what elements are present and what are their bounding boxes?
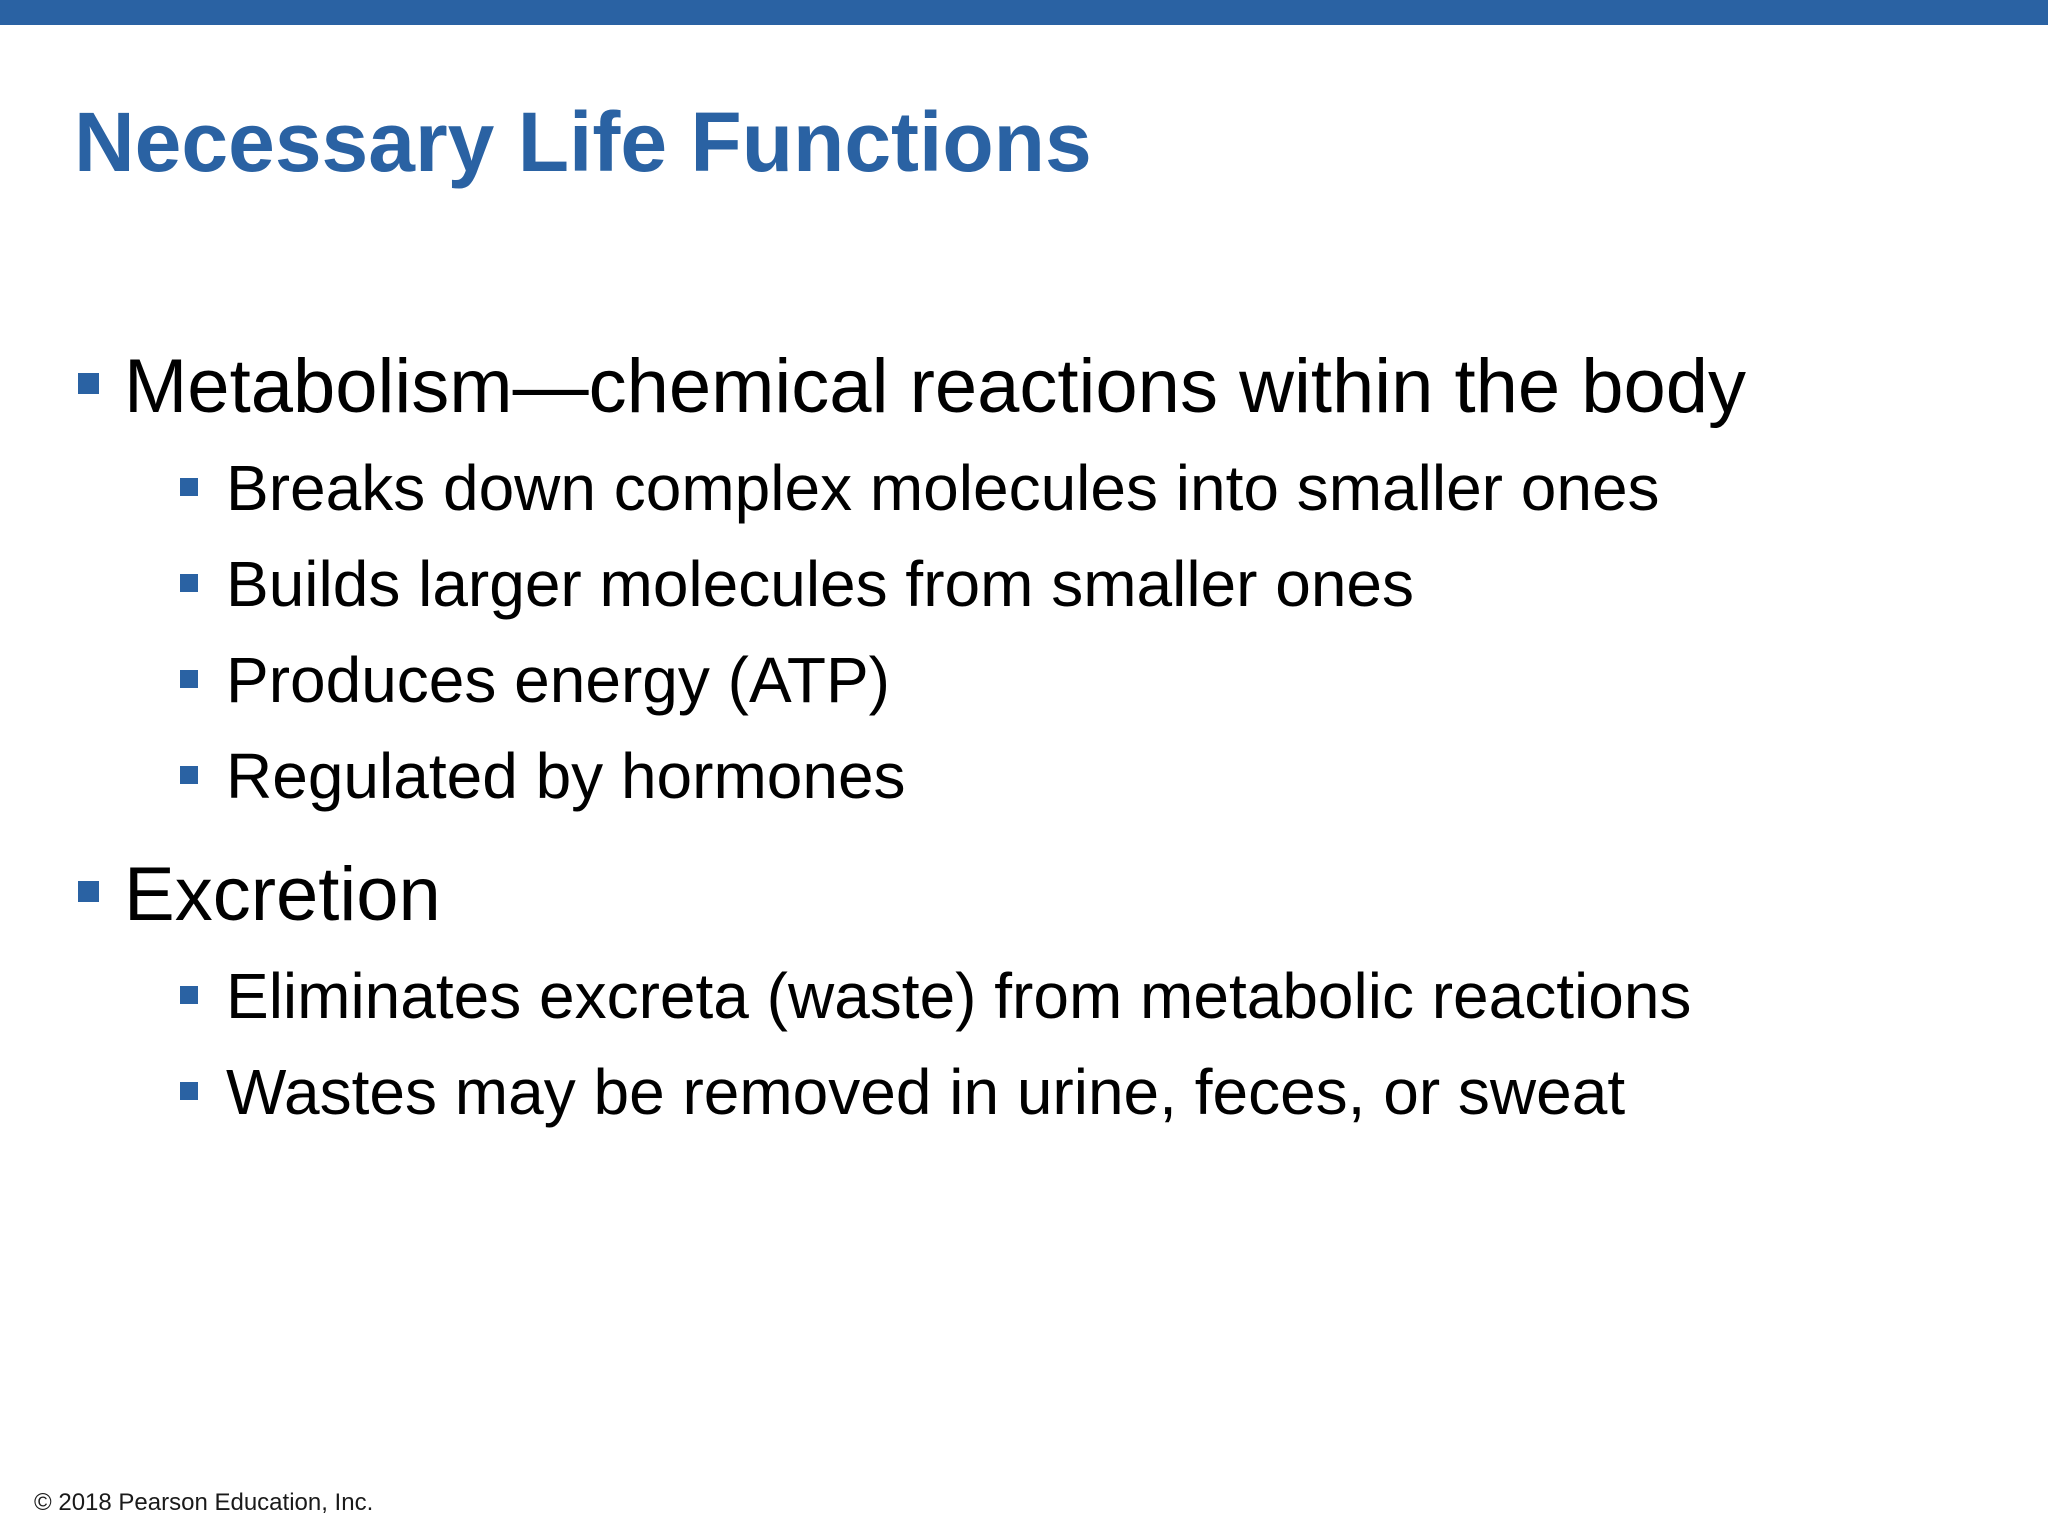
sub-bullet-text: Regulated by hormones bbox=[226, 740, 906, 812]
sub-bullet-square-icon bbox=[180, 1082, 198, 1100]
sub-bullet-square-icon bbox=[180, 986, 198, 1004]
sub-bullet-square-icon bbox=[180, 478, 198, 496]
sub-bullet-square-icon bbox=[180, 670, 198, 688]
bullet-text: Metabolism—chemical reactions within the body bbox=[124, 344, 1747, 429]
slide-title: Necessary Life Functions bbox=[74, 95, 1092, 189]
sub-bullet-square-icon bbox=[180, 574, 198, 592]
bullet-square-icon bbox=[78, 881, 99, 902]
sub-bullet-text: Produces energy (ATP) bbox=[226, 644, 890, 716]
copyright-footer: © 2018 Pearson Education, Inc. bbox=[34, 1489, 374, 1516]
bullet-text: Excretion bbox=[124, 852, 441, 937]
sub-bullet-square-icon bbox=[180, 766, 198, 784]
sub-bullet-text: Eliminates excreta (waste) from metabolic reactions bbox=[226, 960, 1692, 1032]
sub-bullet-text: Breaks down complex molecules into smaller ones bbox=[226, 452, 1660, 524]
bullet-square-icon bbox=[78, 373, 99, 394]
sub-bullet-text: Wastes may be removed in urine, feces, or sweat bbox=[226, 1056, 1626, 1128]
sub-bullet-text: Builds larger molecules from smaller ones bbox=[226, 548, 1414, 620]
